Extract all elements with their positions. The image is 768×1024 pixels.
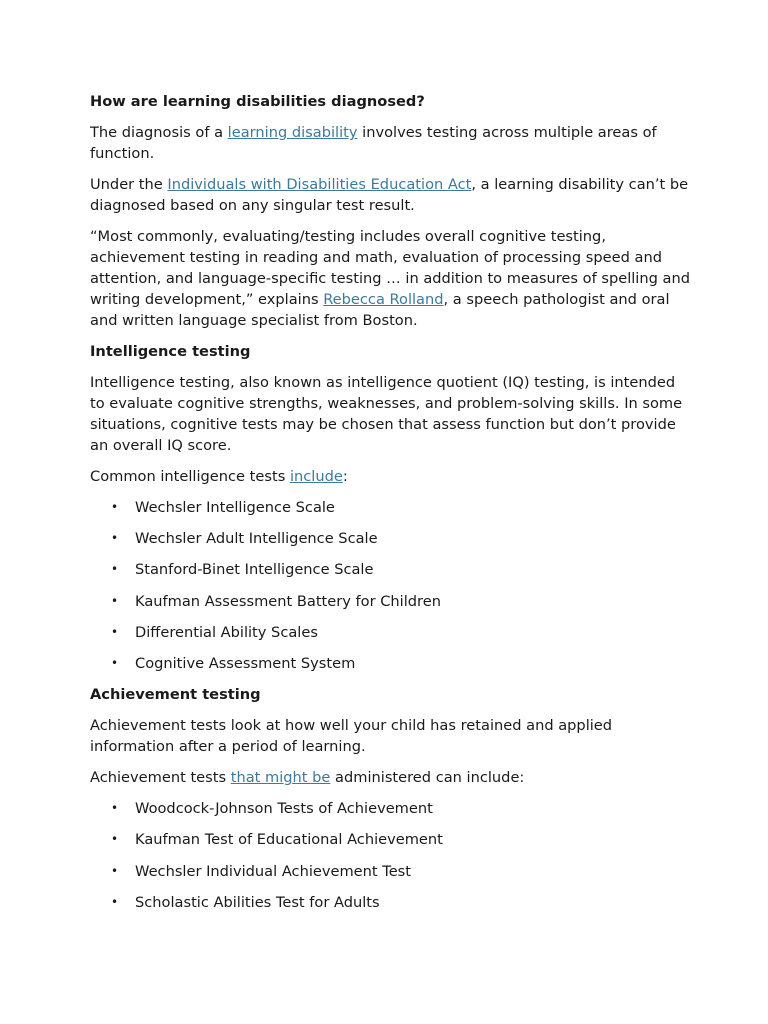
list-item: • Cognitive Assessment System <box>135 653 690 674</box>
list-item: • Scholastic Abilities Test for Adults <box>135 892 690 913</box>
intelligence-paragraph: Intelligence testing, also known as intelligence quotient (IQ) testing, is intended to evaluate cognitive strengths, weaknesses, and problem-solving skills. In some situations, cognitive tests may be chosen that assess function but don’t provide an overall IQ score. <box>90 374 683 454</box>
text: : <box>342 468 348 485</box>
achievement-test-list <box>90 798 690 913</box>
list-item: • Wechsler Intelligence Scale <box>135 497 690 518</box>
list-item: • Kaufman Assessment Battery for Children <box>135 591 690 612</box>
list-item: • Differential Ability Scales <box>135 622 690 643</box>
paragraph-idea <box>90 174 690 216</box>
text: , a speech pathologist and oral and written language specialist from Boston. <box>90 291 670 329</box>
document-body <box>90 91 690 923</box>
main-heading: How are learning disabilities diagnosed? <box>90 93 425 110</box>
paragraph-diagnosis <box>90 122 690 164</box>
learning-disability-link[interactable]: learning disability <box>227 124 358 141</box>
achievement-heading: Achievement testing <box>90 686 261 704</box>
rebecca-rolland-link[interactable]: Rebecca Rolland <box>323 291 444 308</box>
include-link[interactable]: include <box>289 468 343 485</box>
text: “Most commonly, evaluating/testing includes overall cognitive testing, achievement testing in reading and math, evaluation of processing speed and attention, and language-specific testing … in addition to measures of spelling and writing development,” explains <box>90 228 690 308</box>
achievement-intro <box>90 767 690 788</box>
text: involves testing across multiple areas of function. <box>90 124 657 162</box>
intelligence-intro <box>90 466 690 487</box>
achievement-paragraph: Achievement tests look at how well your child has retained and applied information after a period of learning. <box>90 717 613 756</box>
list-item: • Stanford-Binet Intelligence Scale <box>135 559 690 580</box>
text: The diagnosis of a <box>90 124 228 141</box>
text: , a learning disability can’t be diagnosed based on any singular test result. <box>90 176 689 214</box>
text: Common intelligence tests <box>90 468 290 485</box>
idea-link[interactable]: Individuals with Disabilities Education Act <box>167 176 472 193</box>
text: Achievement tests <box>90 769 231 787</box>
that-might-be-link[interactable]: that might be <box>230 769 331 787</box>
list-item: • Kaufman Test of Educational Achievement <box>135 829 690 850</box>
paragraph-quote <box>90 226 690 331</box>
list-item: • Wechsler Individual Achievement Test <box>135 861 690 882</box>
text: administered can include: <box>330 769 525 787</box>
list-item: • Wechsler Adult Intelligence Scale <box>135 528 690 549</box>
intelligence-heading: Intelligence testing <box>90 343 251 360</box>
intelligence-test-list <box>90 497 690 674</box>
text: Under the <box>90 176 168 193</box>
list-item: • Woodcock-Johnson Tests of Achievement <box>135 798 690 819</box>
